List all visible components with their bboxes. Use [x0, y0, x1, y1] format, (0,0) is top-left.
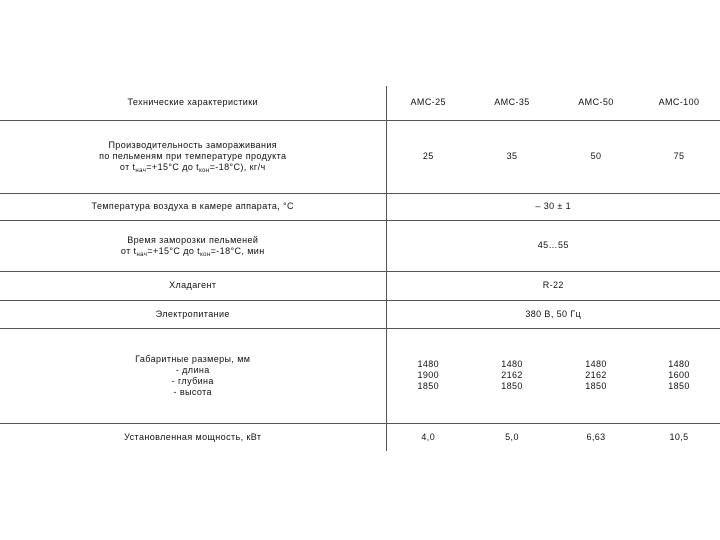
freezing-time-label-line2: от $t_{нач}=+15^\circ С$ до $t_{кон}=-18^\circ С$, мин [120, 245, 265, 258]
header-model-ams-35: АМС-35 [470, 86, 554, 120]
dimensions-depth: 2162 [501, 370, 523, 380]
dimensions-depth: 1600 [668, 370, 690, 380]
dimensions-label [0, 328, 386, 423]
installed-power-value-ams-35: 5,0 [505, 431, 519, 442]
freezing-time-label [0, 220, 386, 271]
row-power-supply [0, 300, 720, 328]
power-supply-label: Электропитание [0, 300, 386, 328]
dimensions-length: 1480 [501, 359, 523, 369]
dimensions-height: 1850 [585, 381, 607, 391]
dimensions-height: 1850 [668, 381, 690, 391]
dimensions-label-depth: - глубина [171, 375, 214, 386]
freezing-time-label-line1: Время заморозки пельменей [127, 234, 259, 245]
header-model-ams-25: АМС-25 [386, 86, 470, 120]
productivity-value-ams-50: 50 [554, 120, 638, 193]
row-dimensions [0, 328, 720, 423]
installed-power-value-ams-25: 4,0 [421, 431, 436, 442]
productivity-value-ams-25: 25 [386, 120, 470, 193]
installed-power-label: Установленная мощность, кВт [0, 423, 386, 451]
row-installed-power [0, 423, 720, 451]
dimensions-length: 1480 [417, 359, 440, 369]
dimensions-value-ams-35 [470, 328, 554, 423]
row-air-temperature [0, 193, 720, 220]
freezing-time-value: 45…55 [386, 220, 720, 271]
row-freezing-time [0, 220, 720, 271]
specifications-table [0, 86, 720, 451]
refrigerant-value: R-22 [386, 271, 720, 300]
header-model-ams-100: АМС-100 [638, 86, 720, 120]
header-characteristic: Технические характеристики [0, 86, 386, 120]
dimensions-label-length: - длина [175, 364, 210, 375]
power-supply-value: 380 В, 50 Гц [386, 300, 720, 328]
dimensions-depth: 2162 [585, 370, 607, 380]
productivity-label-line2: по пельменям при температуре продукта [99, 151, 287, 161]
table-header-row [0, 86, 720, 120]
dimensions-height: 1850 [417, 381, 440, 391]
dimensions-length: 1480 [668, 359, 690, 369]
dimensions-depth: 1900 [417, 370, 440, 380]
air-temperature-value: – 30 ± 1 [386, 193, 720, 220]
dimensions-value-ams-50 [554, 328, 638, 423]
productivity-label-line3: от $t_{нач}=+15^\circ С$ до $t_{кон}=-18^\circ С$), кг/ч [119, 162, 266, 174]
dimensions-label-height: - высота [173, 386, 212, 397]
dimensions-value-ams-25 [386, 328, 470, 423]
dimensions-label-line1: Габаритные размеры, мм [135, 353, 251, 364]
row-refrigerant [0, 271, 720, 300]
installed-power-value-ams-50: 6,63 [586, 431, 606, 442]
installed-power-value-ams-100: 10,5 [669, 431, 689, 442]
productivity-value-ams-35: 35 [470, 120, 554, 193]
row-productivity [0, 120, 720, 193]
dimensions-length: 1480 [585, 359, 607, 369]
productivity-value-ams-100: 75 [638, 120, 720, 193]
productivity-label [0, 120, 386, 193]
air-temperature-label: Температура воздуха в камере аппарата, °С [0, 193, 386, 220]
dimensions-value-ams-100 [638, 328, 720, 423]
refrigerant-label: Хладагент [0, 271, 386, 300]
header-model-ams-50: АМС-50 [554, 86, 638, 120]
productivity-label-line1: Производительность замораживания [108, 140, 278, 150]
dimensions-height: 1850 [501, 381, 523, 391]
